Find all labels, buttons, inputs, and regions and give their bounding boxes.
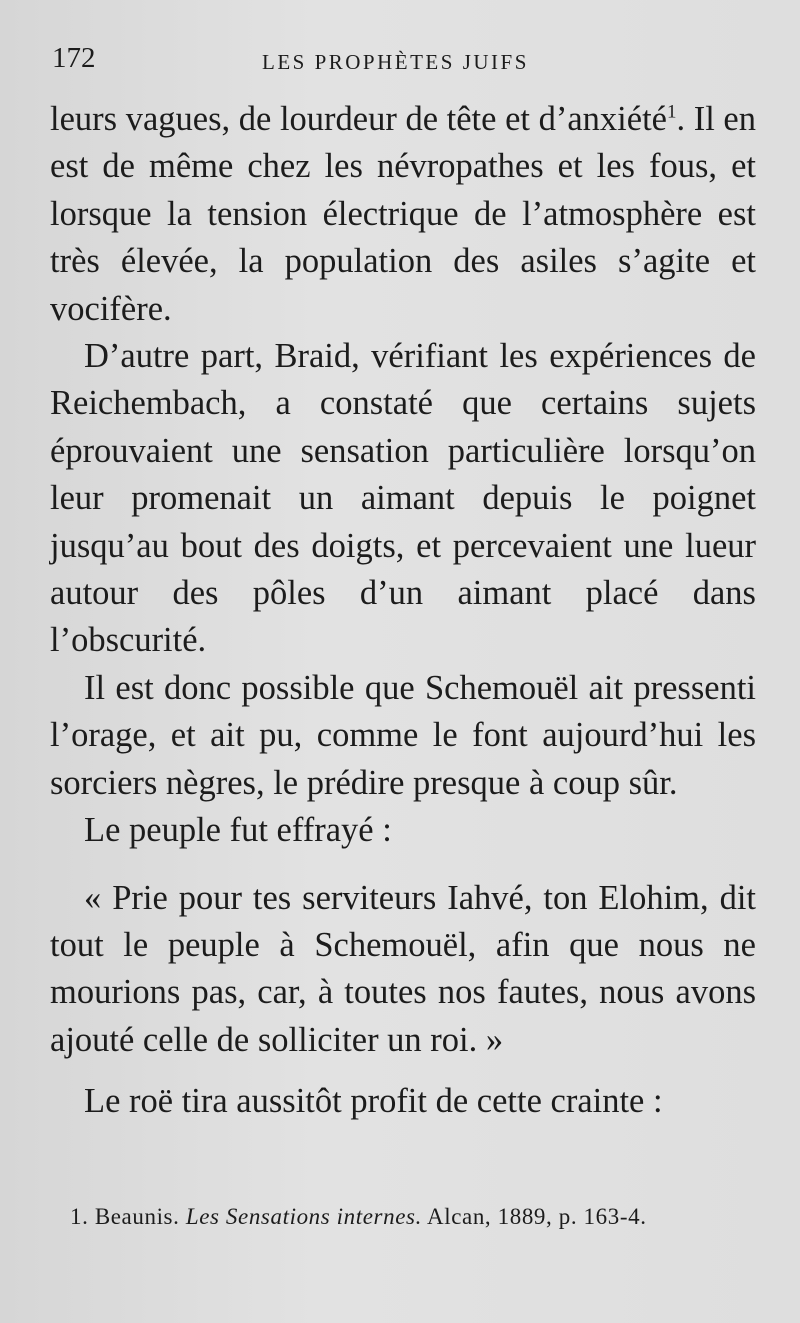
running-title: LES PROPHÈTES JUIFS: [262, 50, 529, 74]
body-text: [50, 96, 756, 1126]
quote-paragraph: « Prie pour tes serviteurs Iahvé, ton Elohim, dit tout le peuple à Schemouël, afin que nous ne mourions pas, car, à toutes nos fautes, nous avons ajouté celle de solliciter un roi. »: [50, 878, 756, 1059]
paragraph-1-text: leurs vagues, de lourdeur de tête et d’anxiété: [50, 100, 667, 138]
paragraph-4: Le peuple fut effrayé :: [84, 811, 392, 850]
footnote: [70, 1204, 760, 1230]
paragraph-6: Le roë tira aussitôt profit de cette crainte :: [84, 1082, 663, 1121]
footnote-publisher: Alcan, 1889, p. 163-4.: [427, 1204, 647, 1229]
paragraph-3: Il est donc possible que Schemouël ait pressenti l’orage, et ait pu, comme le font aujourd’hui les sorciers nègres, le prédire presque à coup sûr.: [50, 668, 756, 802]
footnote-reference: 1: [666, 101, 677, 123]
paragraph-1: [50, 96, 756, 333]
page-number: 172: [52, 42, 96, 74]
page-header: [52, 42, 752, 78]
paragraph-2: D’autre part, Braid, vérifiant les expériences de Reichembach, a constaté que certains sujets éprouvaient une sensation particulière lorsqu’on leur promenait un aimant depuis le poignet jusqu’au bout des doigts, et percevaient une lueur autour des pôles d’un aimant placé dans l’obscurité.: [50, 337, 756, 660]
footnote-number: 1.: [70, 1204, 89, 1229]
footnote-author: Beaunis.: [94, 1204, 180, 1229]
footnote-book-title: Les Sensations internes.: [185, 1204, 422, 1229]
paragraph-1-continuation: . Il en est de même chez les névropathes et les fous, et lorsque la tension électrique de l’atmosphère est très élevée, la population des asiles s’agite et vocifère.: [50, 100, 756, 328]
